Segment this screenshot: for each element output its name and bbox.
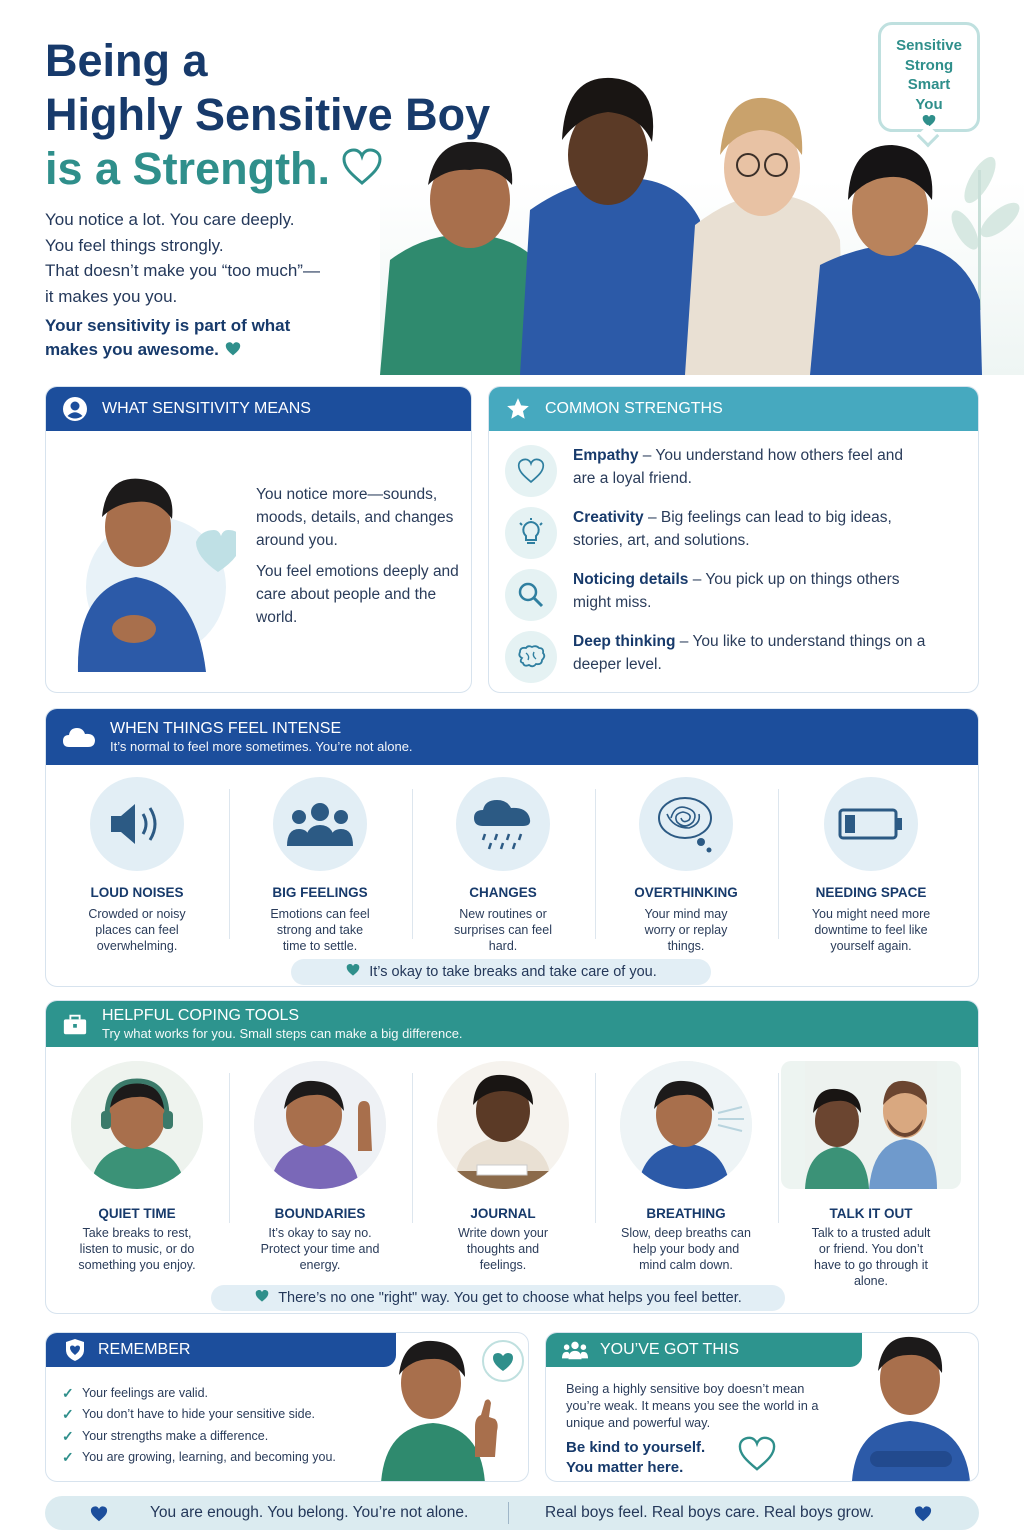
- rain-cloud-icon: [456, 777, 550, 871]
- intense-desc: New routines or surprises can feel hard.: [454, 907, 552, 953]
- heart-icon: [505, 445, 557, 497]
- tool-item-boundaries: [229, 1061, 411, 1273]
- tool-desc: Take breaks to rest, listen to music, or do something you enjoy.: [78, 1226, 196, 1272]
- remember-item: [62, 1447, 336, 1468]
- got-this-heading: YOU’VE GOT THIS: [600, 1341, 739, 1358]
- sensitivity-text: [256, 483, 466, 629]
- heart-outline-icon: [340, 145, 384, 199]
- intense-label: CHANGES: [469, 885, 537, 900]
- strength-desc: – You pick up on things others might miss.: [573, 571, 900, 611]
- intense-desc: Emotions can feel strong and take time to settle.: [270, 907, 370, 953]
- intense-desc: Crowded or noisy places can feel overwhelming.: [88, 907, 186, 953]
- boy-breathing-illustration: [620, 1061, 752, 1189]
- intense-desc: Your mind may worry or replay things.: [644, 907, 728, 953]
- speech-bubble: [878, 22, 980, 132]
- check-icon: ✓: [62, 1406, 74, 1423]
- got-this-card: [545, 1332, 979, 1482]
- tool-desc: Write down your thoughts and feelings.: [457, 1226, 549, 1272]
- intense-header: [46, 709, 978, 765]
- low-battery-icon: [824, 777, 918, 871]
- shield-heart-icon: [62, 1337, 88, 1363]
- hero-emphasis: [45, 314, 290, 362]
- tool-label: TALK IT OUT: [829, 1206, 913, 1221]
- strength-item-details: [505, 569, 928, 621]
- heart-icon: [224, 340, 242, 359]
- tool-desc: Slow, deep breaths can help your body and mind calm down.: [621, 1226, 751, 1272]
- intense-label: LOUD NOISES: [90, 885, 184, 900]
- hero-body-line: You notice a lot. You care deeply.: [45, 210, 295, 229]
- hero-title-line3: is a Strength.: [45, 143, 331, 194]
- hero-body-line: That doesn’t make you “too much”—: [45, 261, 320, 280]
- remember-heading: REMEMBER: [98, 1341, 191, 1358]
- strength-desc: – You understand how others feel and are a loyal friend.: [573, 447, 904, 487]
- intense-label: BIG FEELINGS: [272, 885, 368, 900]
- remember-header: [46, 1333, 396, 1367]
- boy-raising-hand-illustration: [254, 1061, 386, 1189]
- group-icon: [562, 1337, 588, 1363]
- tool-desc: Talk to a trusted adult or friend. You don’t have to go through it alone.: [811, 1226, 931, 1288]
- heart-icon: [345, 963, 361, 981]
- tool-item-journal: [412, 1061, 594, 1273]
- boy-with-headphones-illustration: [71, 1061, 203, 1189]
- people-icon: [273, 777, 367, 871]
- check-icon: ✓: [62, 1448, 74, 1465]
- sensitivity-header: [46, 387, 471, 431]
- speaker-icon: [90, 777, 184, 871]
- tool-label: BOUNDARIES: [274, 1206, 366, 1221]
- coping-subheading: Try what works for you. Small steps can make a big difference.: [102, 1026, 463, 1041]
- tool-desc: It’s okay to say no. Protect your time and energy.: [260, 1226, 380, 1272]
- strengths-header: [489, 387, 978, 431]
- hero-body: [45, 207, 320, 309]
- footer-banner: [45, 1496, 979, 1530]
- remember-text: Your strengths make a difference.: [82, 1428, 269, 1443]
- hero-body-line: it makes you you.: [45, 286, 178, 306]
- lightbulb-icon: [505, 507, 557, 559]
- intense-label: OVERTHINKING: [634, 885, 738, 900]
- remember-card: [45, 1332, 529, 1482]
- bubble-word: Sensitive: [896, 37, 962, 54]
- tool-item-breathing: [595, 1061, 777, 1273]
- strengths-heading: COMMON STRENGTHS: [545, 400, 723, 417]
- intense-desc: You might need more downtime to feel like yourself again.: [811, 907, 931, 953]
- strength-title: Creativity: [573, 509, 644, 526]
- check-icon: ✓: [62, 1427, 74, 1444]
- strength-item-creativity: [505, 507, 928, 559]
- boy-talking-with-adult-illustration: [781, 1061, 961, 1189]
- sensitivity-p1: You notice more—sounds, moods, details, and changes around you.: [256, 486, 454, 549]
- hero-title-line1: Being a: [45, 35, 208, 86]
- magnifier-icon: [505, 569, 557, 621]
- strength-item-empathy: [505, 445, 928, 497]
- tool-label: QUIET TIME: [98, 1206, 176, 1221]
- intense-note: [291, 959, 711, 985]
- remember-text: Your feelings are valid.: [82, 1386, 209, 1400]
- coping-note-text: There’s no one "right" way. You get to choose what helps you feel better.: [278, 1290, 742, 1306]
- hero-section: [0, 0, 1024, 375]
- remember-item: [62, 1426, 336, 1447]
- remember-list: [62, 1383, 336, 1468]
- boy-writing-journal-illustration: [437, 1061, 569, 1189]
- strength-title: Empathy: [573, 447, 639, 464]
- intense-card: [45, 708, 979, 987]
- hero-emphasis-line2: makes you awesome.: [45, 340, 219, 359]
- remember-item: [62, 1404, 336, 1425]
- tool-label: BREATHING: [646, 1206, 726, 1221]
- intense-item-loud-noises: [46, 777, 228, 954]
- strengths-card: [488, 386, 979, 693]
- strength-title: Deep thinking: [573, 633, 676, 650]
- heart-icon: [89, 1505, 109, 1528]
- brain-icon: [505, 631, 557, 683]
- boy-thumbs-up-illustration: [371, 1332, 529, 1482]
- sensitivity-card: [45, 386, 472, 693]
- tangled-thought-icon: [639, 777, 733, 871]
- remember-item: [62, 1383, 336, 1404]
- coping-note: [211, 1285, 785, 1311]
- footer-right-text: Real boys feel. Real boys care. Real boys grow.: [545, 1504, 875, 1521]
- heart-outline-icon: [736, 1435, 778, 1478]
- intense-item-overthinking: [595, 777, 777, 954]
- strength-desc: – You like to understand things on a deeper level.: [573, 633, 926, 673]
- footer-divider: [508, 1502, 509, 1524]
- hero-emphasis-line1: Your sensitivity is part of what: [45, 316, 291, 335]
- got-this-emphasis-line1: Be kind to yourself.: [566, 1439, 706, 1456]
- star-icon: [505, 396, 531, 422]
- intense-item-changes: [412, 777, 594, 954]
- hero-title-line2: Highly Sensitive Boy: [45, 89, 491, 140]
- coping-header: [46, 1001, 978, 1047]
- strength-desc: – Big feelings can lead to big ideas, stories, art, and solutions.: [573, 509, 892, 549]
- toolbox-icon: [62, 1011, 88, 1037]
- intense-item-big-feelings: [229, 777, 411, 954]
- got-this-emphasis-line2: You matter here.: [566, 1458, 684, 1476]
- heart-icon: [913, 1505, 933, 1528]
- tool-item-quiet-time: [46, 1061, 228, 1273]
- bubble-word: You: [915, 95, 943, 113]
- intense-label: NEEDING SPACE: [815, 885, 927, 900]
- hero-body-line: You feel things strongly.: [45, 235, 224, 255]
- got-this-text: Being a highly sensitive boy doesn’t mean you’re weak. It means you see the world in a unique and powerful way.: [566, 1381, 819, 1430]
- heart-icon: [254, 1289, 270, 1307]
- bubble-word: Strong: [904, 56, 954, 74]
- boy-hand-on-heart-illustration: [66, 457, 236, 672]
- got-this-emphasis: [566, 1438, 705, 1477]
- person-icon: [62, 396, 88, 422]
- bubble-word: Smart: [907, 76, 951, 93]
- coping-heading: HELPFUL COPING TOOLS: [102, 1007, 300, 1024]
- cloud-icon: [62, 724, 96, 750]
- sensitivity-p2: You feel emotions deeply and care about people and the world.: [256, 563, 459, 626]
- boy-arms-crossed-illustration: [846, 1332, 976, 1481]
- remember-text: You are growing, learning, and becoming you.: [82, 1449, 336, 1464]
- tool-label: JOURNAL: [470, 1206, 536, 1221]
- intense-note-text: It’s okay to take breaks and take care of you.: [369, 964, 657, 980]
- got-this-header: [546, 1333, 862, 1367]
- intense-heading: WHEN THINGS FEEL INTENSE: [110, 720, 342, 737]
- footer-left-text: You are enough. You belong. You’re not alone.: [150, 1504, 469, 1521]
- intense-subheading: It’s normal to feel more sometimes. You’re not alone.: [110, 739, 413, 754]
- strength-title: Noticing details: [573, 571, 689, 588]
- coping-card: [45, 1000, 979, 1314]
- tool-item-talk-it-out: [778, 1061, 964, 1289]
- check-icon: ✓: [62, 1385, 74, 1401]
- strength-item-deep-thinking: [505, 631, 928, 683]
- remember-text: You don’t have to hide your sensitive side.: [82, 1407, 316, 1422]
- sensitivity-heading: WHAT SENSITIVITY MEANS: [102, 400, 311, 417]
- intense-item-needing-space: [778, 777, 964, 954]
